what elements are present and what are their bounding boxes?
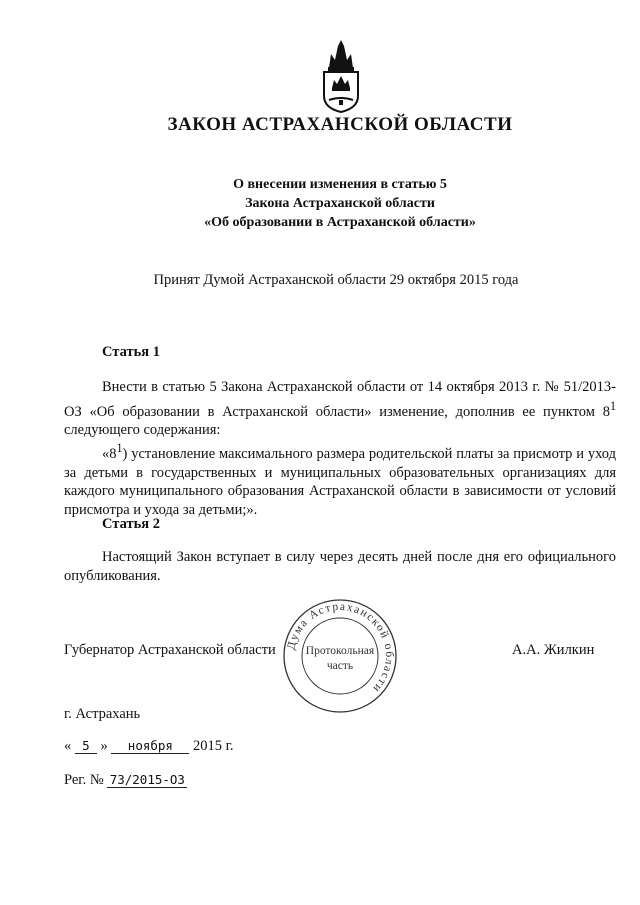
date-day: 5 <box>75 738 97 754</box>
date-year: 2015 г. <box>193 738 234 754</box>
astrakhan-coat-of-arms-icon <box>318 38 364 114</box>
document-title: ЗАКОН АСТРАХАНСКОЙ ОБЛАСТИ <box>167 114 513 135</box>
article-1-heading: Статья 1 <box>102 344 160 360</box>
signatory-position: Губернатор Астраханской области <box>64 642 276 658</box>
adoption-line: Принят Думой Астраханской области 29 октября 2015 года <box>153 272 519 288</box>
stamp-ring-text: Дума Астраханской области <box>285 600 396 696</box>
city: г. Астрахань <box>64 706 141 722</box>
subtitle-line: «Об образовании в Астраханской области» <box>204 215 476 230</box>
subtitle-line: О внесении изменения в статью 5 <box>233 177 447 192</box>
stamp-center-line: Протокольная <box>305 645 375 657</box>
law-subtitle <box>0 175 640 232</box>
signing-date: « 5 » ноября 2015 г. <box>64 738 234 754</box>
article-2-heading: Статья 2 <box>102 516 160 532</box>
signatory-name: А.А. Жилкин <box>512 642 595 658</box>
registration-number: Рег. № 73/2015-ОЗ <box>64 772 187 789</box>
subtitle-line: Закона Астраханской области <box>245 196 435 211</box>
date-month: ноября <box>111 738 189 754</box>
article-1-body <box>64 378 616 519</box>
official-stamp <box>280 596 400 716</box>
article-2-paragraph: Настоящий Закон вступает в силу через десять дней после дня его официального опубликования. <box>64 549 616 584</box>
reg-number-value: 73/2015-ОЗ <box>107 772 187 788</box>
article-1-paragraph: «$8^1$) установление максимального размера родительской платы за присмотр и уход за детьми в государственных и муниципальных образовательных организациях для каждого муниципального образования Астраханской области в зависимости от условий присмотра и ухода за детьми;». <box>64 441 616 518</box>
article-1-paragraph: Внести в статью 5 Закона Астраханской области от 14 октября 2013 г. № 51/2013-ОЗ «Об образовании в Астраханской области» изменение, дополнив ее пунктом $8^1$ следующего содержания: <box>64 379 616 438</box>
article-2-body <box>64 548 616 585</box>
stamp-center-line: часть <box>326 660 354 672</box>
